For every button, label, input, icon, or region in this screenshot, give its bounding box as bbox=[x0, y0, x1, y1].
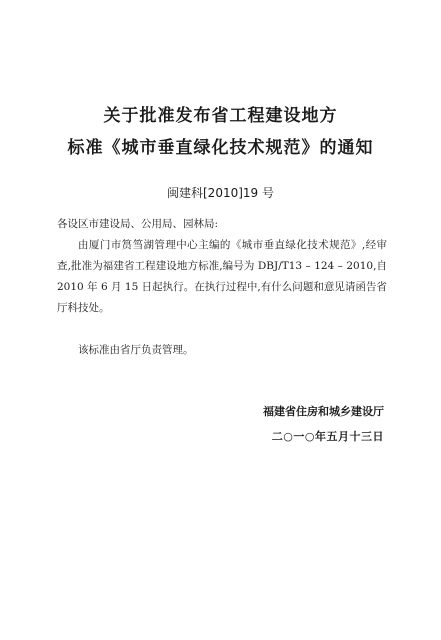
notice-title-line-1: 关于批准发布省工程建设地方 bbox=[103, 106, 338, 126]
body-paragraph-2: 该标准由省厅负责管理。 bbox=[78, 344, 194, 356]
notice-title-line-2: 标准《城市垂直绿化技术规范》的通知 bbox=[67, 138, 374, 158]
issuing-authority: 福建省住房和城乡建设厅 bbox=[263, 405, 384, 418]
body-paragraph-1: 由厦门市筼筜湖管理中心主编的《城市垂直绿化技术规范》,经审查,批准为福建省工程建设地方标准,编号为 DBJ/T13 – 124 – 2010,自 2010 年 6 月 15 日起执行。在执行过程中,有什么问题和意见请函告省厅科技处。 bbox=[57, 239, 387, 314]
document-number: 闽建科[2010]19 号 bbox=[167, 186, 274, 200]
issue-date: 二○一○年五月十三日 bbox=[271, 430, 384, 443]
addressee: 各设区市建设局、公用局、园林局: bbox=[57, 218, 219, 230]
